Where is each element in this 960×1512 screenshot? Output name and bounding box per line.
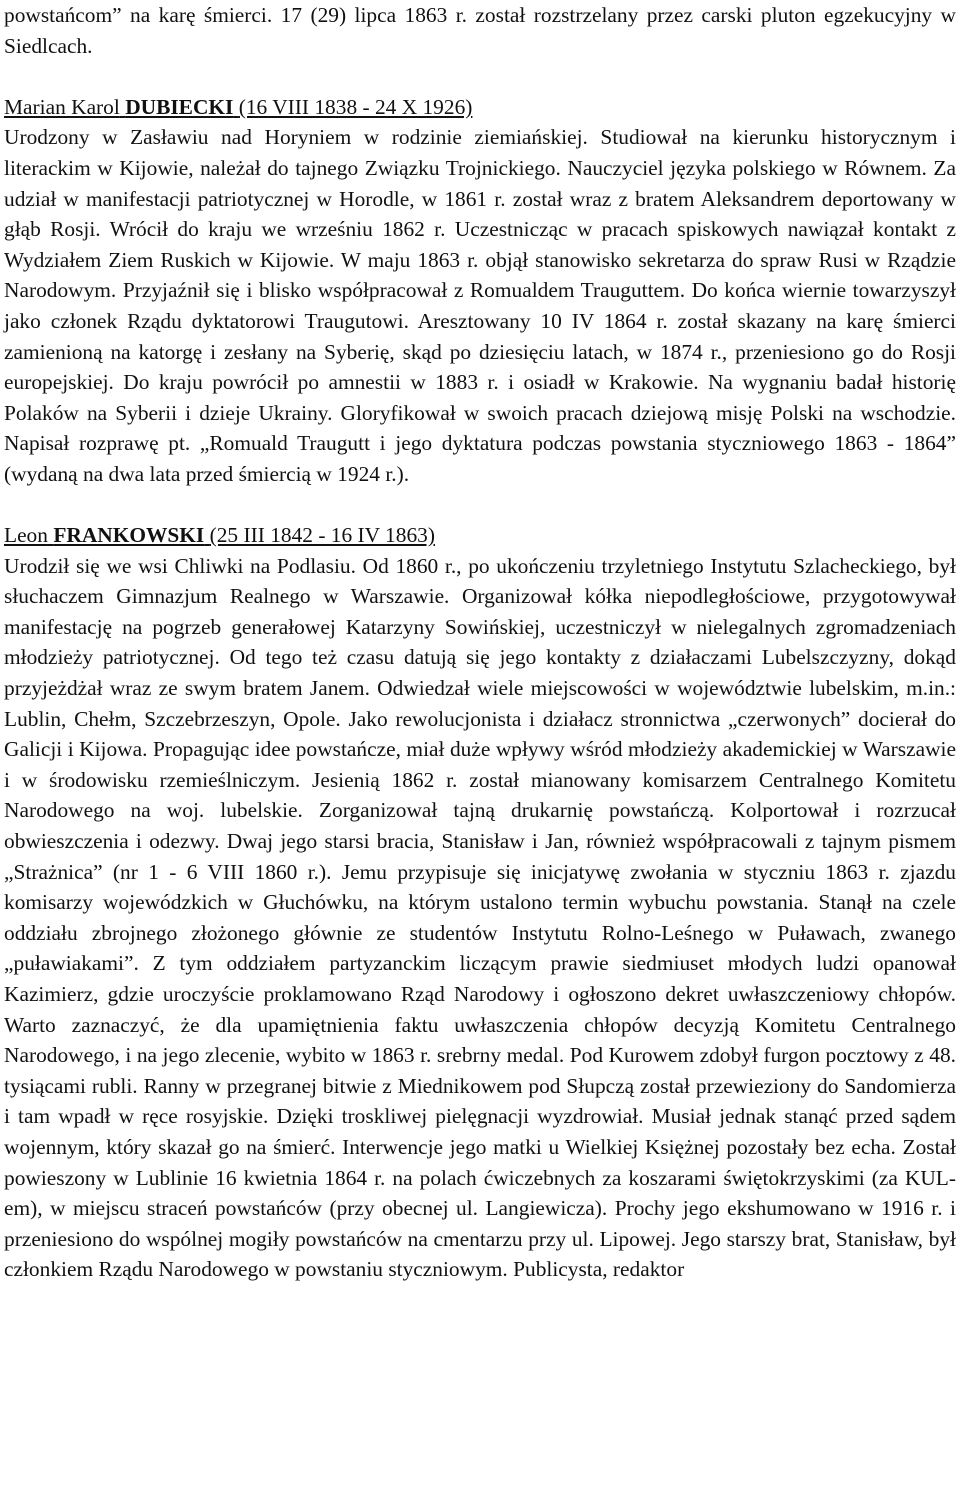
- paragraph-spacer: [4, 61, 956, 92]
- life-dates: (25 III 1842 - 16 IV 1863): [209, 523, 435, 548]
- biography-dubiecki: [4, 92, 956, 490]
- surname: DUBIECKI: [125, 94, 234, 119]
- first-names: Leon: [4, 523, 48, 548]
- surname: FRANKOWSKI: [53, 523, 205, 548]
- intro-paragraph: powstańcom” na karę śmierci. 17 (29) lipca 1863 r. został rozstrzelany przez carski pluton egzekucyjny w Siedlcach.: [4, 3, 956, 58]
- life-dates: (16 VIII 1838 - 24 X 1926): [238, 94, 473, 119]
- first-names: Marian Karol: [4, 94, 120, 119]
- biography-frankowski: [4, 520, 956, 1285]
- paragraph-spacer: [4, 490, 956, 521]
- biography-body: Urodzony w Zasławiu nad Horyniem w rodzinie ziemiańskiej. Studiował na kierunku historycznym i literackim w Kijowie, należał do tajnego Związku Trojnickiego. Nauczyciel języka polskiego w Równem. Za udział w manifestacji patriotycznej w Horodle, w 1861 r. został wraz z bratem Aleksandrem deportowany w głąb Rosji. Wrócił do kraju we wrześniu 1862 r. Uczestnicząc w pracach spiskowych nawiązał kontakt z Wydziałem Ziem Ruskich w Kijowie. W maju 1863 r. objął stanowisko sekretarza do spraw Rusi w Rządzie Narodowym. Przyjaźnił się i blisko współpracował z Romualdem Trauguttem. Do końca wiernie towarzyszył jako członek Rządu dyktatorowi Traugutowi. Aresztowany 10 IV 1864 r. został skazany na karę śmierci zamienioną na katorgę i zesłany na Syberię, skąd po dziesięciu latach, w 1874 r., przeniesiono go do Rosji europejskiej. Do kraju powrócił po amnestii w 1883 r. i osiadł w Krakowie. Na wygnaniu badał historię Polaków na Syberii i dzieje Ukrainy. Gloryfikował w swoich pracach dziejową misję Polski na wschodzie. Napisał rozprawę pt. „Romuald Traugutt i jego dyktatura podczas powstania styczniowego 1863 - 1864” (wydaną na dwa lata przed śmiercią w 1924 r.).: [4, 125, 956, 486]
- biography-body: Urodził się we wsi Chliwki na Podlasiu. Od 1860 r., po ukończeniu trzyletniego Instytutu Szlacheckiego, był słuchaczem Gimnazjum Realnego w Warszawie. Organizował kółka niepodległościowe, przygotowywał manifestację na pogrzeb generałowej Katarzyny Sowińskiej, uczestniczył w nielegalnych zgromadzeniach młodzieży patriotycznej. Od tego też czasu datują się jego kontakty z działaczami Lubelszczyzny, dokąd przyjeżdżał wraz ze swym bratem Janem. Odwiedzał wiele miejscowości w województwie lubelskim, m.in.: Lublin, Chełm, Szczebrzeszyn, Opole. Jako rewolucjonista i działacz stronnictwa „czerwonych” docierał do Galicji i Kijowa. Propagując idee powstańcze, miał duże wpływy wśród młodzieży akademickiej w Warszawie i w środowisku rzemieślniczym. Jesienią 1862 r. został mianowany komisarzem Centralnego Komitetu Narodowego na woj. lubelskie. Zorganizował tajną drukarnię powstańczą. Kolportował i rozrzucał obwieszczenia i odezwy. Dwaj jego starsi bracia, Stanisław i Jan, również współpracowali z tajnym pismem „Strażnica” (nr 1 - 6 VIII 1860 r.). Jemu przypisuje się inicjatywę zwołania w styczniu 1863 r. zjazdu komisarzy wojewódzkich w Głuchówku, na którym ustalono termin wybuchu powstania. Stanął na czele oddziału zbrojnego złożonego głównie ze studentów Instytutu Rolno-Leśnego w Puławach, zwanego „puławiakami”. Z tym oddziałem partyzanckim liczącym prawie siedmiuset młodych ludzi opanował Kazimierz, gdzie uroczyście proklamowano Rząd Narodowy i ogłoszono dekret uwłaszczeniowy chłopów. Warto zaznaczyć, że dla upamiętnienia faktu uwłaszczenia chłopów decyzją Komitetu Centralnego Narodowego, i na jego zlecenie, wybito w 1863 r. srebrny medal. Pod Kurowem zdobył furgon pocztowy z 48. tysiącami rubli. Ranny w przegranej bitwie z Miednikowem pod Słupczą został przewieziony do Sandomierza i tam wpadł w ręce rosyjskie. Dzięki troskliwej pielęgnacji wyzdrowiał. Musiał jednak stanąć przed sądem wojennym, który skazał go na śmierć. Interwencje jego matki u Wielkiej Księżnej pozostały bez echa. Został powieszony w Lublinie 16 kwietnia 1864 r. na polach ćwiczebnych za koszarami świętokrzyskimi (za KUL-em), w miejscu straceń powstańców (przy obecnej ul. Langiewicza). Prochy jego ekshumowano w 1916 r. i przeniesiono do wspólnej mogiły powstańców na cmentarzu przy ul. Lipowej. Jego starszy brat, Stanisław, był członkiem Rządu Narodowego w powstaniu styczniowym. Publicysta, redaktor: [4, 553, 956, 1282]
- biography-heading: [4, 520, 956, 551]
- biography-heading: [4, 92, 956, 123]
